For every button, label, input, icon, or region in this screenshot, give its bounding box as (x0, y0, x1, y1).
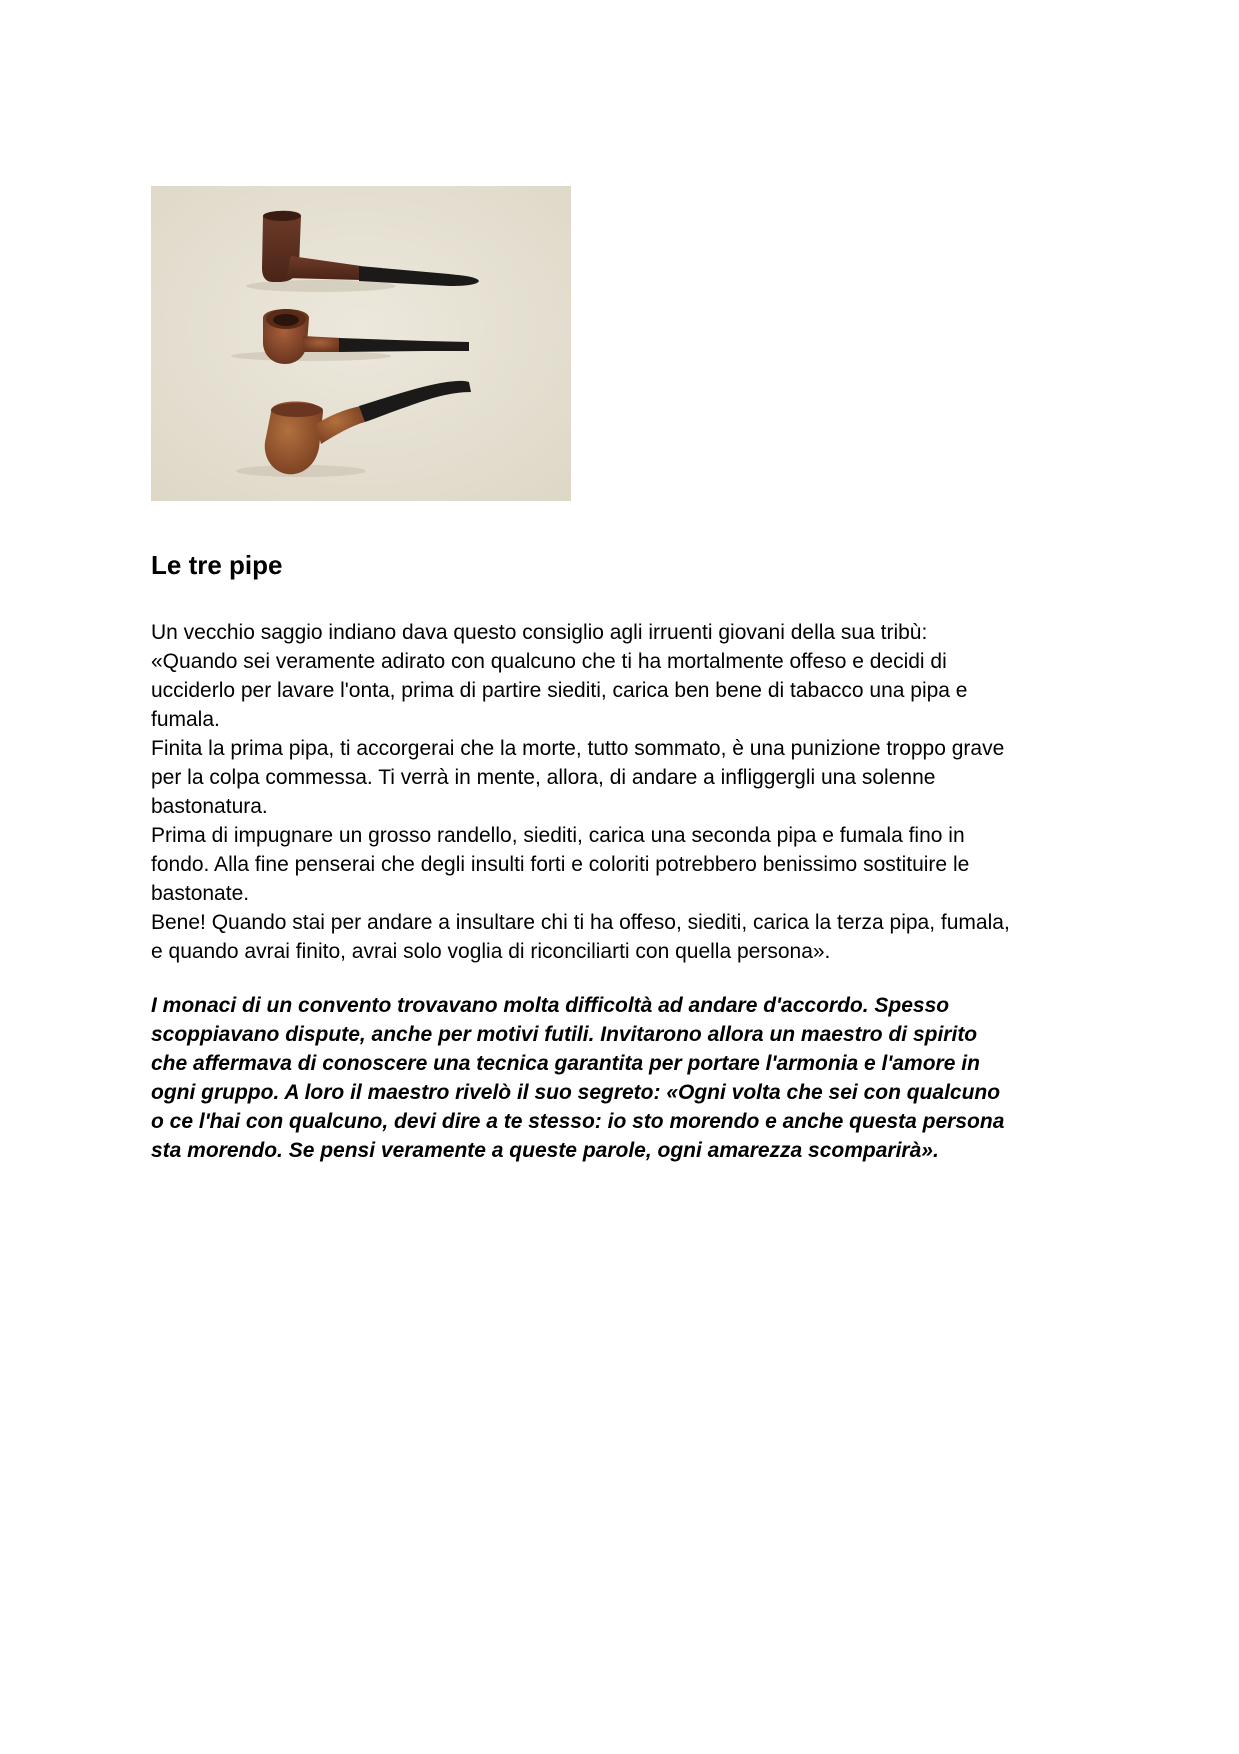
moral-line: sta morendo. Se pensi veramente a queste parole, ogni amarezza scomparirà». (151, 1139, 939, 1162)
story-line: bastonatura. (151, 795, 268, 818)
moral-line: ogni gruppo. A loro il maestro rivelò il suo segreto: «Ogni volta che sei con qualcuno (151, 1081, 1001, 1104)
story-line: Un vecchio saggio indiano dava questo consiglio agli irruenti giovani della sua tribù: (151, 621, 928, 644)
story-line: per la colpa commessa. Ti verrà in mente, allora, di andare a infliggergli una solenne (151, 766, 936, 789)
moral-line: o ce l'hai con qualcuno, devi dire a te stesso: io sto morendo e anche questa persona (151, 1110, 1005, 1133)
moral-line: che affermava di conoscere una tecnica garantita per portare l'armonia e l'amore in (151, 1052, 980, 1075)
moral-line: scoppiavano dispute, anche per motivi futili. Invitarono allora un maestro di spirito (151, 1023, 978, 1046)
story-line: Bene! Quando stai per andare a insultare chi ti ha offeso, siediti, carica la terza pipa, fumala, (151, 911, 1010, 934)
story-line: Prima di impugnare un grosso randello, siediti, carica una seconda pipa e fumala fino in (151, 824, 965, 847)
story-line: Finita la prima pipa, ti accorgerai che la morte, tutto sommato, è una punizione troppo grave (151, 737, 1005, 760)
story-line: «Quando sei veramente adirato con qualcuno che ti ha mortalmente offeso e decidi di (151, 650, 947, 673)
story-line: bastonate. (151, 882, 250, 905)
story-line: ucciderlo per lavare l'onta, prima di partire siediti, carica ben bene di tabacco una pipa e (151, 679, 968, 702)
story-line: e quando avrai finito, avrai solo voglia di riconciliarti con quella persona». (151, 940, 831, 963)
moral-paragraph (151, 991, 1111, 1165)
pipes-photo (151, 186, 571, 501)
story-line: fondo. Alla fine penserai che degli insulti forti e coloriti potrebbero benissimo sostituire le (151, 853, 970, 876)
page-title: Le tre pipe (151, 550, 283, 580)
story-line: fumala. (151, 708, 220, 731)
story-paragraph (151, 618, 1111, 966)
moral-line: I monaci di un convento trovavano molta difficoltà ad andare d'accordo. Spesso (151, 994, 950, 1017)
